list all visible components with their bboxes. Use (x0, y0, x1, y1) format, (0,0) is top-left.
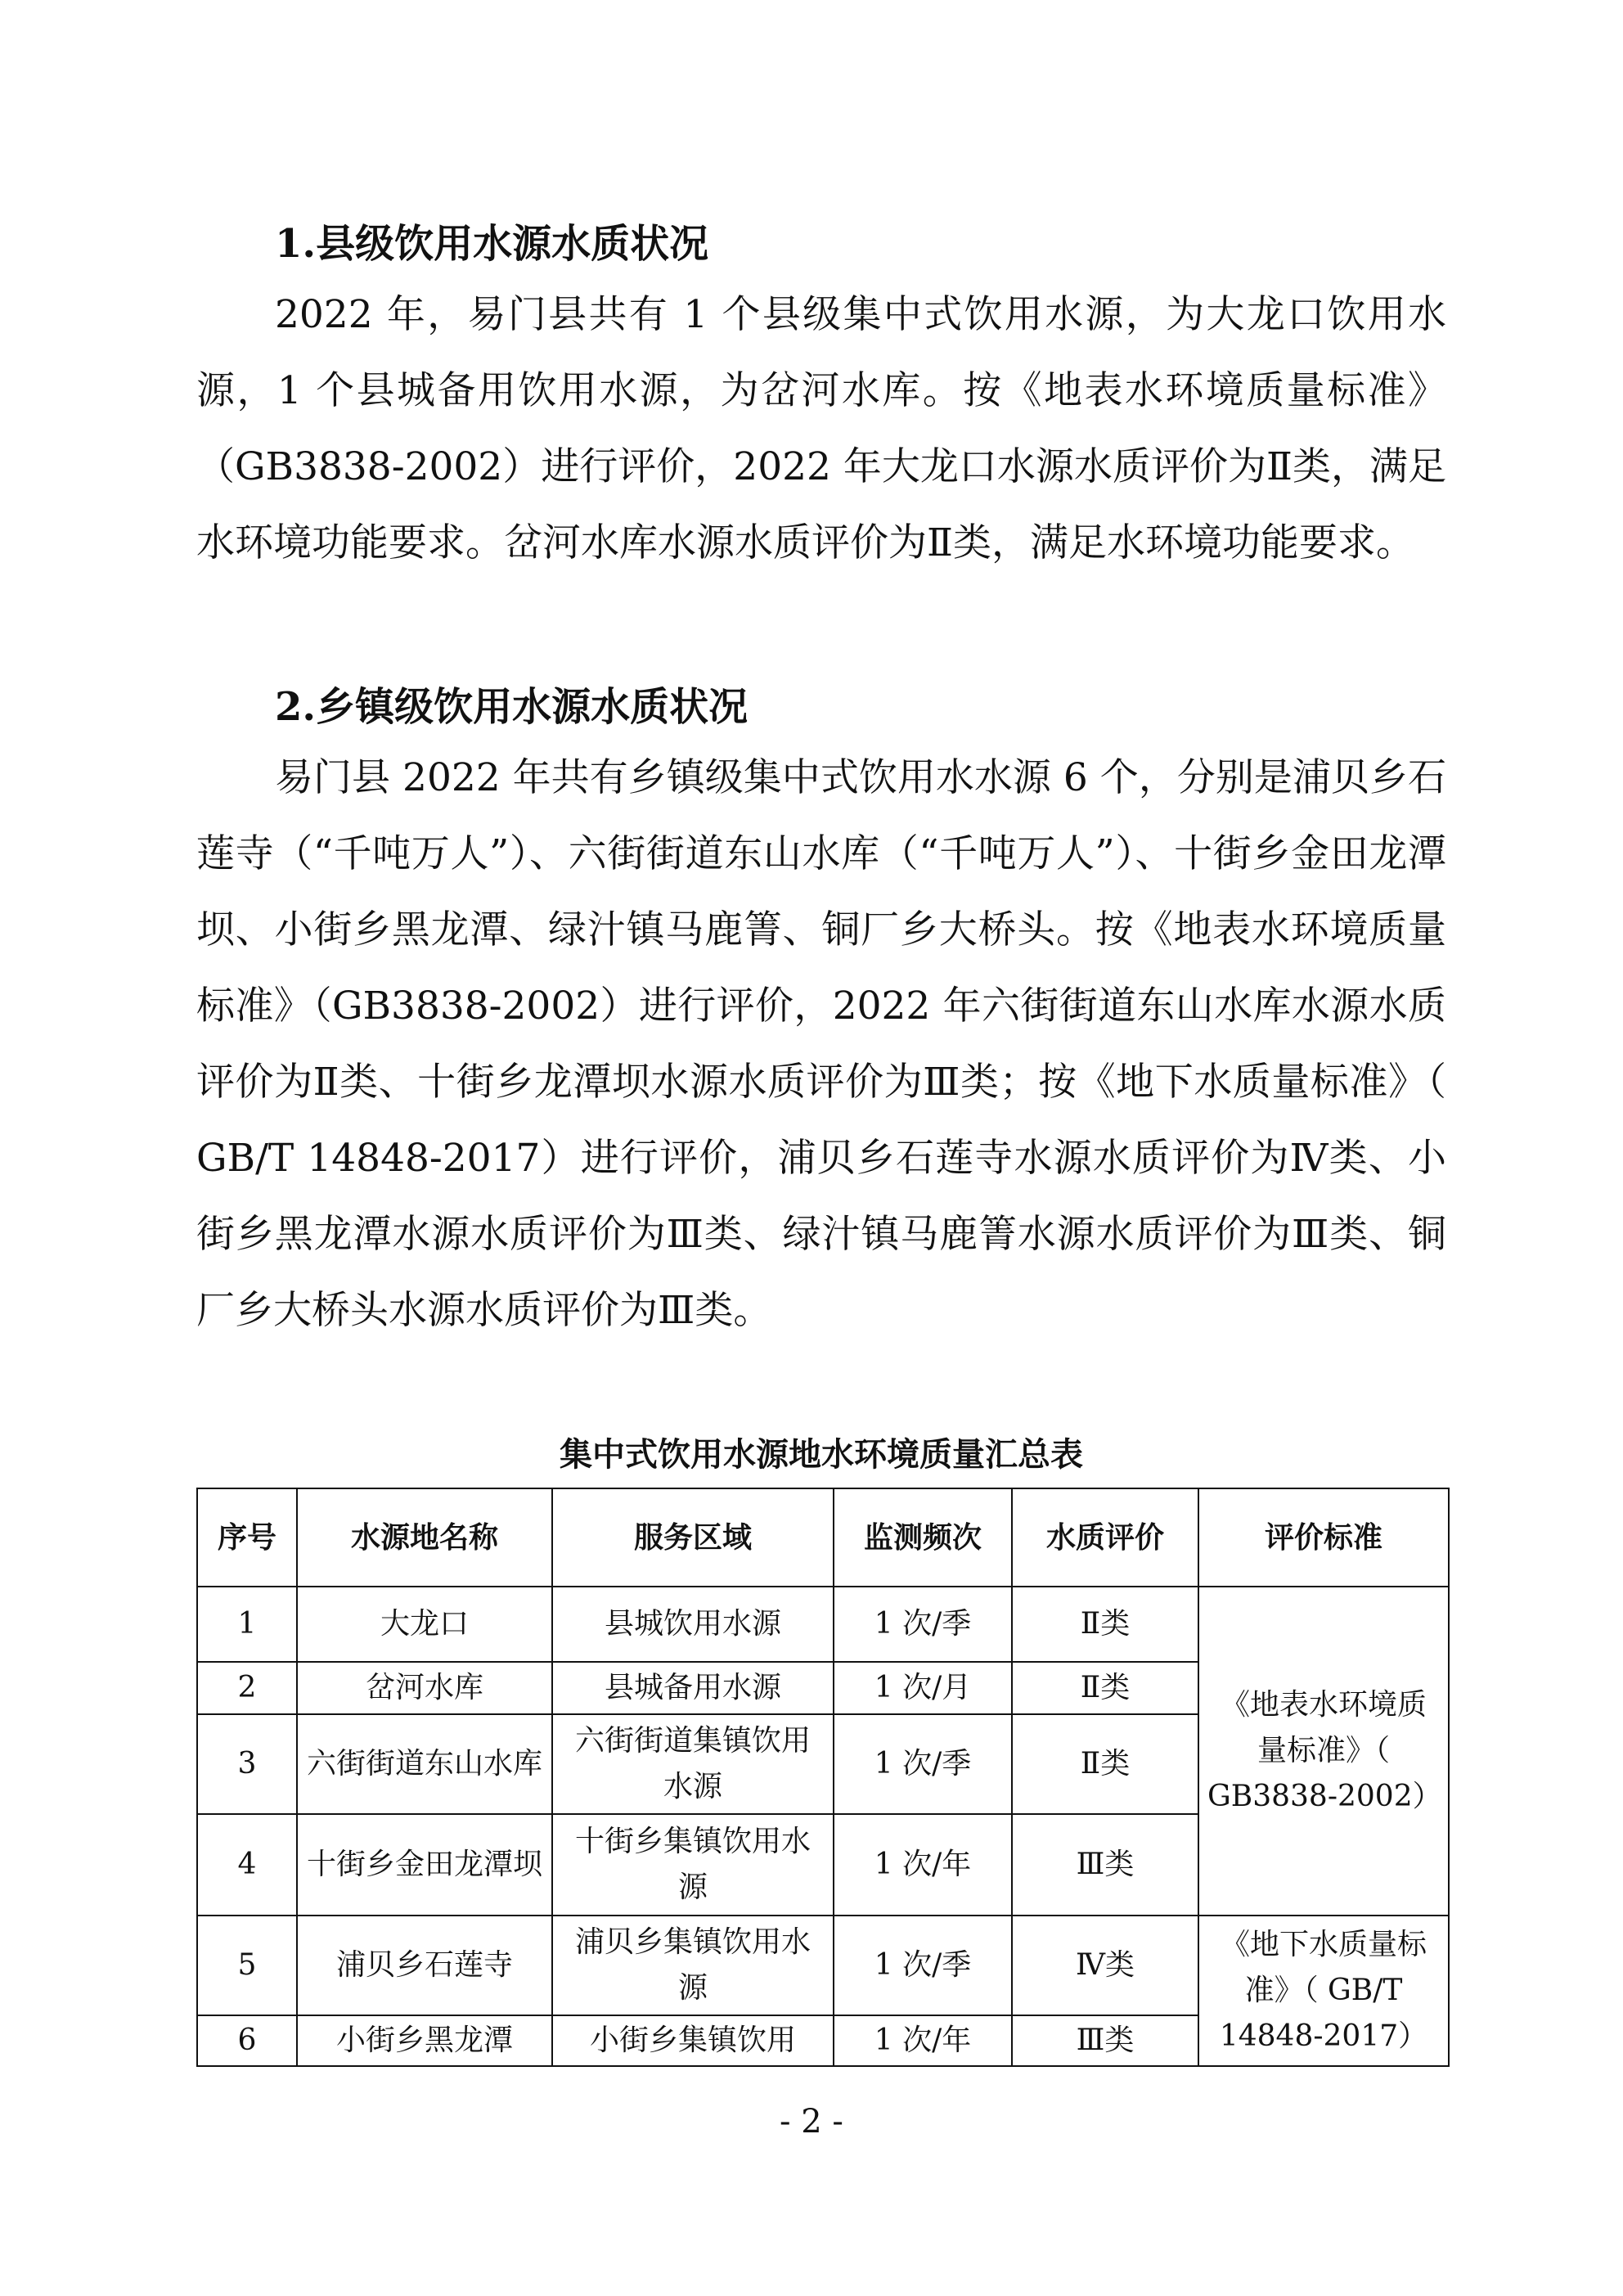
header-standard: 评价标准 (1198, 1488, 1449, 1587)
cell-seq: 1 (197, 1587, 297, 1662)
cell-freq: 1 次/年 (834, 1814, 1012, 1916)
cell-area: 十街乡集镇饮用水源 (552, 1814, 834, 1916)
table-title: 集中式饮用水源地水环境质量汇总表 (560, 1435, 1083, 1474)
water-quality-summary-table (196, 1488, 1450, 2067)
cell-standard-surface: 《地表水环境质量标准》（ GB3838-2002） (1198, 1587, 1449, 1916)
cell-grade: Ⅱ类 (1012, 1587, 1198, 1662)
cell-name: 十街乡金田龙潭坝 (297, 1814, 552, 1916)
cell-freq: 1 次/季 (834, 1714, 1012, 1814)
cell-seq: 6 (197, 2015, 297, 2066)
cell-freq: 1 次/年 (834, 2015, 1012, 2066)
page-number: - 2 - (780, 2103, 843, 2141)
header-seq: 序号 (197, 1488, 297, 1587)
cell-name: 浦贝乡石莲寺 (297, 1916, 552, 2015)
section-2-heading: 2.乡镇级饮用水源水质状况 (275, 684, 749, 730)
cell-grade: Ⅱ类 (1012, 1714, 1198, 1814)
cell-seq: 4 (197, 1814, 297, 1916)
cell-freq: 1 次/月 (834, 1662, 1012, 1714)
section-1-paragraph: 2022 年，易门县共有 1 个县级集中式饮用水源，为大龙口饮用水源，1 个县城备用饮用水源，为岔河水库。按《地表水环境质量标准》（GB3838-2002）进行评价，2022 年大龙口水源水质评价为Ⅱ类，满足水环境功能要求。岔河水库水源水质评价为Ⅱ类，满足水环境功能要求。 (196, 292, 1446, 565)
header-name: 水源地名称 (297, 1488, 552, 1587)
header-grade: 水质评价 (1012, 1488, 1198, 1587)
cell-name: 小街乡黑龙潭 (297, 2015, 552, 2066)
header-freq: 监测频次 (834, 1488, 1012, 1587)
header-area: 服务区域 (552, 1488, 834, 1587)
cell-grade: Ⅲ类 (1012, 1814, 1198, 1916)
cell-freq: 1 次/季 (834, 1916, 1012, 2015)
section-2-paragraph: 易门县 2022 年共有乡镇级集中式饮用水水源 6 个，分别是浦贝乡石莲寺（“千吨万人”）、六街街道东山水库（“千吨万人”）、十街乡金田龙潭坝、小街乡黑龙潭、绿汁镇马鹿箐、铜厂乡大桥头。按《地表水环境质量标准》（GB3838-2002）进行评价，2022 年六街街道东山水库水源水质评价为Ⅱ类、十街乡龙潭坝水源水质评价为Ⅲ类；按《地下水质量标准》（ GB/T 14848-2017）进行评价，浦贝乡石莲寺水源水质评价为Ⅳ类、小街乡黑龙潭水源水质评价为Ⅲ类、绿汁镇马鹿箐水源水质评价为Ⅲ类、铜厂乡大桥头水源水质评价为Ⅲ类。 (196, 755, 1446, 1333)
cell-seq: 3 (197, 1714, 297, 1814)
cell-name: 岔河水库 (297, 1662, 552, 1714)
cell-grade: Ⅲ类 (1012, 2015, 1198, 2066)
table-row (197, 1916, 1449, 2015)
section-1-heading: 1.县级饮用水源水质状况 (275, 221, 709, 267)
cell-grade: Ⅱ类 (1012, 1662, 1198, 1714)
cell-seq: 2 (197, 1662, 297, 1714)
table-row (197, 1587, 1449, 1662)
cell-area: 县城饮用水源 (552, 1587, 834, 1662)
cell-area: 县城备用水源 (552, 1662, 834, 1714)
cell-freq: 1 次/季 (834, 1587, 1012, 1662)
table-header-row (197, 1488, 1449, 1587)
cell-name: 大龙口 (297, 1587, 552, 1662)
cell-area: 小街乡集镇饮用 (552, 2015, 834, 2066)
cell-seq: 5 (197, 1916, 297, 2015)
cell-grade: Ⅳ类 (1012, 1916, 1198, 2015)
cell-area: 六街街道集镇饮用水源 (552, 1714, 834, 1814)
cell-standard-ground: 《地下水质量标准》（ GB/T 14848-2017） (1198, 1916, 1449, 2066)
cell-area: 浦贝乡集镇饮用水源 (552, 1916, 834, 2015)
cell-name: 六街街道东山水库 (297, 1714, 552, 1814)
